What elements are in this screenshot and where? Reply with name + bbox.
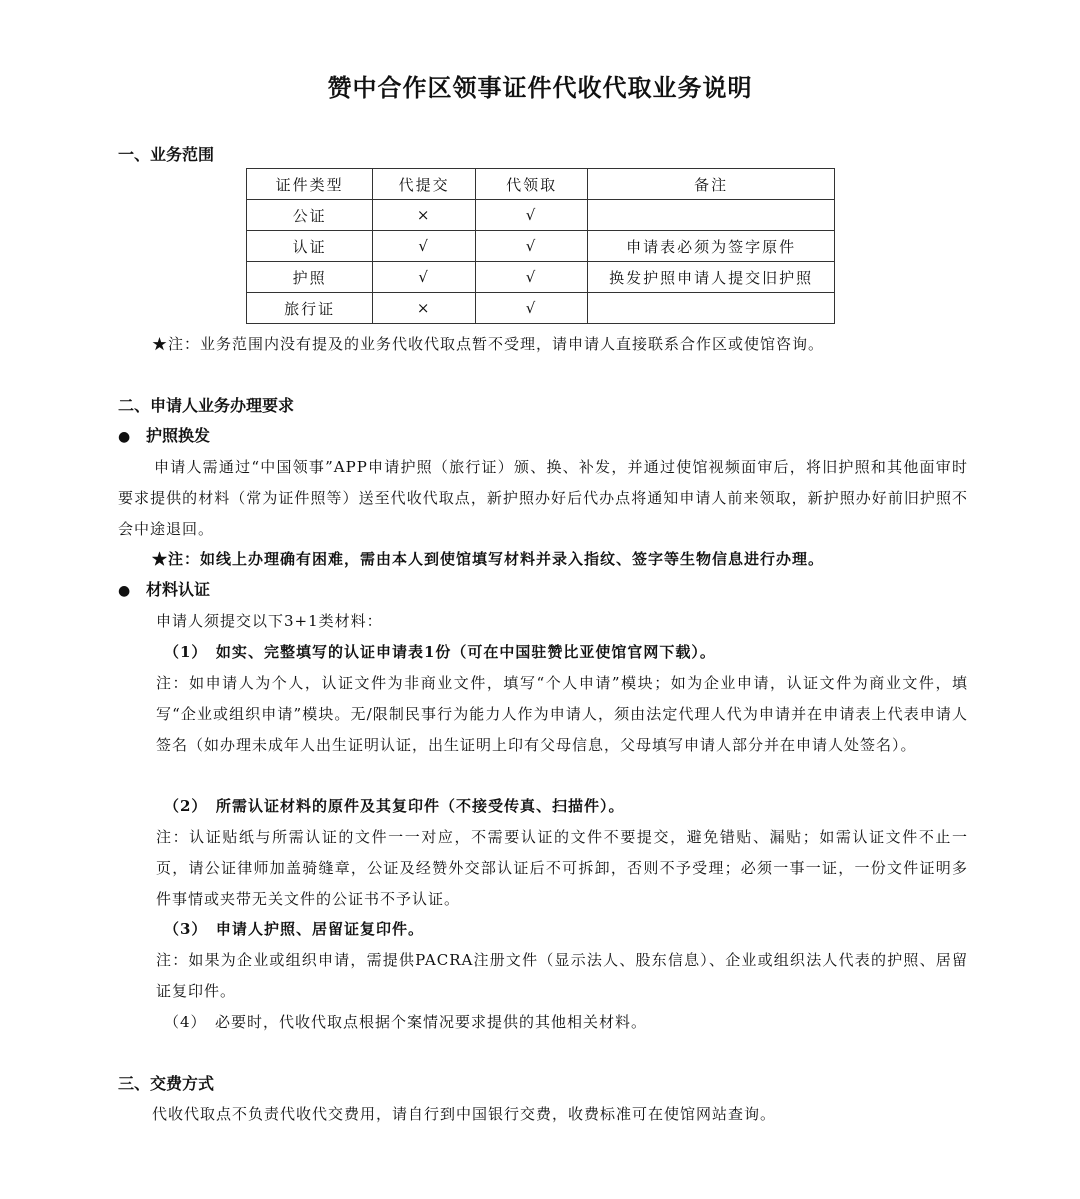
table-cell: 旅行证 — [247, 293, 373, 324]
table-cell — [588, 293, 835, 324]
section1-heading: 一、业务范围 — [118, 145, 215, 164]
table-header-cell: 备注 — [588, 169, 835, 200]
auth-item-1: （1） 如实、完整填写的认证申请表1份（可在中国驻赞比亚使馆官网下载）。 — [164, 643, 716, 661]
section1-note: ★注：业务范围内没有提及的业务代收代取点暂不受理，请申请人直接联系合作区或使馆咨询。 — [152, 335, 825, 353]
passport-body: 申请人需通过“中国领事”APP申请护照（旅行证）颁、换、补发，并通过使馆视频面审后，将旧护照和其他面审时要求提供的材料（常为证件照等）送至代收代取点，新护照办好后代办点将通知申请人前来领取，新护照办好前旧护照不会中途退回。 — [118, 458, 968, 538]
table-cell: √ — [373, 262, 476, 293]
auth-item-4: （4） 必要时，代收代取点根据个案情况要求提供的其他相关材料。 — [164, 1013, 648, 1031]
section2-heading: 二、申请人业务办理要求 — [118, 396, 295, 415]
table-cell: √ — [475, 200, 587, 231]
service-scope-table — [246, 168, 835, 324]
table-header-row — [247, 169, 835, 200]
table-header-cell: 代领取 — [475, 169, 587, 200]
table-cell: √ — [475, 262, 587, 293]
table-cell: 认证 — [247, 231, 373, 262]
page-title: 赞中合作区领事证件代收代取业务说明 — [327, 74, 753, 102]
table-cell — [588, 200, 835, 231]
table-cell: 公证 — [247, 200, 373, 231]
auth-item-3: （3） 申请人护照、居留证复印件。 — [164, 920, 424, 938]
table-cell: × — [373, 293, 476, 324]
auth-note-3: 注：如果为企业或组织申请，需提供PACRA注册文件（显示法人、股东信息）、企业或组织法人代表的护照、居留证复印件。 — [156, 951, 968, 1000]
bullet-icon: ● — [118, 583, 131, 599]
table-cell: √ — [475, 231, 587, 262]
table-cell: √ — [373, 231, 476, 262]
passport-subheading — [118, 425, 210, 448]
table-cell: × — [373, 200, 476, 231]
table-cell: 申请表必须为签字原件 — [588, 231, 835, 262]
auth-note-2: 注：认证贴纸与所需认证的文件一一对应，不需要认证的文件不要提交，避免错贴、漏贴；如需认证文件不止一页，请公证律师加盖骑缝章，公证及经赞外交部认证后不可拆卸，否则不予受理；必须一事一证，一份文件证明多件事情或夹带无关文件的公证书不予认证。 — [156, 828, 968, 908]
auth-item-2: （2） 所需认证材料的原件及其复印件（不接受传真、扫描件）。 — [164, 797, 625, 815]
passport-note: ★注：如线上办理确有困难，需由本人到使馆填写材料并录入指纹、签字等生物信息进行办理。 — [152, 550, 825, 568]
table-cell: 护照 — [247, 262, 373, 293]
table-cell: √ — [475, 293, 587, 324]
table-row — [247, 231, 835, 262]
auth-title: 材料认证 — [146, 580, 211, 599]
auth-intro: 申请人须提交以下3+1类材料： — [156, 612, 383, 630]
table-header-cell: 证件类型 — [247, 169, 373, 200]
bullet-icon: ● — [118, 429, 131, 445]
passport-title: 护照换发 — [146, 426, 211, 445]
table-row — [247, 262, 835, 293]
table-row — [247, 293, 835, 324]
table-row — [247, 200, 835, 231]
section3-heading: 三、交费方式 — [118, 1074, 215, 1093]
table-cell: 换发护照申请人提交旧护照 — [588, 262, 835, 293]
auth-subheading — [118, 579, 210, 602]
section3-body: 代收代取点不负责代收代交费用，请自行到中国银行交费，收费标准可在使馆网站查询。 — [152, 1105, 777, 1123]
table-header-cell: 代提交 — [373, 169, 476, 200]
auth-note-1: 注：如申请人为个人，认证文件为非商业文件，填写“个人申请”模块；如为企业申请，认证文件为商业文件，填写“企业或组织申请”模块。无/限制民事行为能力人作为申请人，须由法定代理人代为申请并在申请表上代表申请人签名（如办理未成年人出生证明认证，出生证明上印有父母信息，父母填写申请人部分并在申请人处签名）。 — [156, 674, 968, 754]
